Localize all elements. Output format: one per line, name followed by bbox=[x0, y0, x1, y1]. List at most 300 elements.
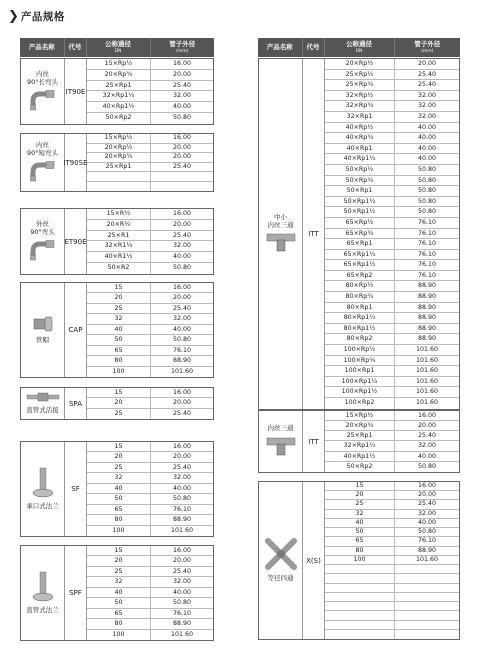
product-code: ITT bbox=[303, 411, 325, 472]
table-row bbox=[325, 59, 459, 70]
product-name: 承口式法兰 bbox=[26, 502, 59, 510]
dn-value: 32×Rp1 bbox=[325, 112, 395, 122]
table-row bbox=[325, 398, 459, 409]
header-name: 产品名称 bbox=[20, 38, 64, 57]
dn-value bbox=[325, 574, 395, 582]
cross-fitting-icon bbox=[264, 537, 298, 573]
table-row bbox=[325, 411, 459, 421]
product-name: 直管式法兰 bbox=[26, 606, 59, 614]
od-value: 101.60 bbox=[170, 367, 194, 375]
od-value: 101.60 bbox=[415, 367, 439, 375]
od-value: 40.00 bbox=[417, 144, 437, 152]
dn-value: 25×Rp½ bbox=[325, 70, 395, 80]
product-name: 中小 内丝三通 bbox=[267, 212, 294, 229]
od-value: 32.00 bbox=[172, 242, 192, 250]
od-value: 50.80 bbox=[172, 599, 192, 607]
dn-value: 50 bbox=[87, 598, 151, 607]
dn-value: 100×Rp½ bbox=[325, 345, 395, 355]
table-row bbox=[87, 463, 213, 473]
od-value: 88.90 bbox=[417, 314, 437, 322]
product-name: 外丝 90°弯头 bbox=[30, 220, 55, 237]
table-row bbox=[325, 431, 459, 441]
od-value: 76.10 bbox=[417, 271, 437, 279]
dn-value: 40×Rp¾ bbox=[325, 133, 395, 143]
dn-value bbox=[87, 172, 151, 181]
product-code: X(S) bbox=[303, 482, 325, 639]
right-product-group bbox=[258, 58, 460, 410]
dn-value: 65 bbox=[87, 505, 151, 514]
table-row bbox=[87, 388, 213, 398]
union-fitting-icon bbox=[26, 391, 60, 405]
od-value: 20.00 bbox=[172, 143, 192, 151]
table-row bbox=[87, 598, 213, 608]
short-elbow-fitting-icon bbox=[30, 160, 56, 184]
table-row bbox=[325, 452, 459, 462]
dn-value: 15×R½ bbox=[87, 209, 151, 219]
table-row bbox=[87, 172, 213, 182]
table-row bbox=[325, 377, 459, 388]
dn-value: 20×Rp¾ bbox=[87, 153, 151, 162]
od-value: 101.60 bbox=[415, 377, 439, 385]
dn-value: 80 bbox=[87, 619, 151, 628]
table-row bbox=[325, 593, 459, 602]
od-value: 32.00 bbox=[417, 112, 437, 120]
product-name-cell bbox=[259, 411, 303, 472]
table-row bbox=[325, 537, 459, 546]
od-value: 20.00 bbox=[172, 70, 192, 78]
table-row bbox=[87, 577, 213, 587]
table-row bbox=[87, 367, 213, 377]
dn-value: 32 bbox=[325, 510, 395, 518]
reducing-tee-icon bbox=[266, 231, 296, 255]
pipe-flange-icon bbox=[32, 570, 54, 606]
dn-value: 100×Rp¾ bbox=[325, 356, 395, 366]
od-value: 76.10 bbox=[417, 218, 437, 226]
od-value: 101.60 bbox=[415, 555, 439, 563]
od-value: 101.60 bbox=[415, 399, 439, 406]
table-row bbox=[325, 186, 459, 197]
table-row bbox=[325, 324, 459, 335]
left-table-header bbox=[20, 38, 214, 57]
spec-rows bbox=[87, 283, 213, 377]
od-value bbox=[395, 565, 459, 573]
table-row bbox=[325, 303, 459, 314]
table-row bbox=[87, 567, 213, 577]
cap-fitting-icon bbox=[32, 314, 54, 336]
dn-value: 65 bbox=[87, 346, 151, 355]
od-value: 101.60 bbox=[415, 356, 439, 364]
od-value: 88.90 bbox=[172, 516, 192, 524]
spec-rows bbox=[87, 134, 213, 191]
table-row bbox=[325, 584, 459, 593]
od-value: 50.80 bbox=[417, 208, 437, 216]
table-row bbox=[325, 271, 459, 282]
dn-value: 100×Rp1 bbox=[325, 366, 395, 376]
table-row bbox=[325, 366, 459, 377]
table-row bbox=[325, 154, 459, 165]
od-value: 16.00 bbox=[172, 60, 192, 67]
od-value: 40.00 bbox=[172, 325, 192, 333]
table-row bbox=[87, 442, 213, 452]
dn-value: 100 bbox=[325, 556, 395, 564]
dn-value: 100 bbox=[87, 367, 151, 377]
table-row bbox=[87, 81, 213, 92]
od-value: 40.00 bbox=[417, 134, 437, 142]
dn-value: 32×Rp½ bbox=[325, 91, 395, 101]
dn-value: 65×Rp1½ bbox=[325, 260, 395, 270]
spec-rows bbox=[325, 482, 459, 639]
product-name: 内丝 90°长弯头 bbox=[26, 70, 59, 87]
left-product-group bbox=[20, 58, 214, 125]
dn-value: 100 bbox=[87, 630, 151, 640]
dn-value: 50×Rp2 bbox=[87, 113, 151, 124]
od-value: 25.40 bbox=[417, 432, 437, 440]
table-row bbox=[87, 505, 213, 515]
dn-value: 80 bbox=[325, 547, 395, 555]
dn-value: 50×Rp¾ bbox=[325, 176, 395, 186]
dn-value: 20 bbox=[325, 491, 395, 499]
table-row bbox=[87, 556, 213, 566]
dn-value: 40 bbox=[87, 484, 151, 493]
header-name: 产品名称 bbox=[258, 38, 302, 57]
table-row bbox=[325, 556, 459, 565]
dn-value: 20 bbox=[87, 398, 151, 407]
table-row bbox=[325, 176, 459, 187]
od-value: 20.00 bbox=[172, 453, 192, 461]
table-row bbox=[87, 263, 213, 274]
table-row bbox=[87, 356, 213, 366]
dn-value: 40 bbox=[87, 588, 151, 597]
product-name: 直管式活接 bbox=[26, 405, 59, 414]
table-row bbox=[87, 220, 213, 231]
right-product-group bbox=[258, 410, 460, 473]
table-row bbox=[325, 519, 459, 528]
product-code: ITT bbox=[303, 59, 325, 409]
table-row bbox=[87, 231, 213, 242]
od-value: 20.00 bbox=[417, 422, 437, 430]
table-row bbox=[325, 630, 459, 639]
dn-value: 15 bbox=[87, 388, 151, 397]
od-value: 50.80 bbox=[172, 264, 192, 272]
left-product-group bbox=[20, 545, 214, 641]
dn-value bbox=[325, 611, 395, 619]
product-code: SF bbox=[65, 442, 87, 536]
od-value: 88.90 bbox=[417, 282, 437, 290]
dn-value: 25 bbox=[325, 500, 395, 508]
dn-value bbox=[325, 593, 395, 601]
od-value bbox=[151, 172, 213, 181]
od-value: 25.40 bbox=[172, 409, 192, 417]
dn-value bbox=[325, 584, 395, 592]
dn-value: 20 bbox=[87, 452, 151, 461]
dn-value: 20×Rp½ bbox=[325, 59, 395, 69]
section-header bbox=[8, 8, 65, 24]
od-value: 88.90 bbox=[417, 303, 437, 311]
table-row bbox=[87, 283, 213, 293]
od-value: 50.80 bbox=[172, 114, 192, 122]
od-value: 20.00 bbox=[172, 220, 192, 228]
table-row bbox=[325, 101, 459, 112]
product-name: 内丝 90°短弯头 bbox=[26, 141, 59, 158]
tee-fitting-icon bbox=[266, 435, 296, 459]
od-value: 32.00 bbox=[172, 578, 192, 586]
od-value: 16.00 bbox=[417, 482, 437, 489]
table-row bbox=[87, 335, 213, 345]
chevron-right-icon: ❯ bbox=[8, 8, 19, 24]
table-row bbox=[325, 239, 459, 250]
table-row bbox=[325, 334, 459, 345]
table-row bbox=[325, 491, 459, 500]
dn-value: 32 bbox=[87, 577, 151, 586]
product-code: IT90SE bbox=[65, 134, 87, 191]
od-value bbox=[395, 584, 459, 592]
table-row bbox=[325, 565, 459, 574]
table-row bbox=[325, 313, 459, 324]
dn-value: 40×Rp½ bbox=[325, 123, 395, 133]
od-value: 88.90 bbox=[172, 357, 192, 365]
od-value bbox=[151, 182, 213, 192]
dn-value: 100×Rp2 bbox=[325, 398, 395, 409]
dn-value: 25×Rp1 bbox=[325, 431, 395, 440]
od-value: 32.00 bbox=[417, 102, 437, 110]
table-row bbox=[325, 91, 459, 102]
table-row bbox=[325, 621, 459, 630]
table-row bbox=[87, 134, 213, 144]
table-row bbox=[87, 409, 213, 419]
product-name-cell bbox=[21, 283, 65, 377]
left-spec-table bbox=[20, 38, 214, 638]
dn-value: 40×Rp1½ bbox=[325, 452, 395, 461]
table-row bbox=[325, 574, 459, 583]
od-value: 16.00 bbox=[172, 443, 192, 450]
table-row bbox=[325, 441, 459, 451]
table-row bbox=[325, 421, 459, 431]
dn-value: 40×Rp1¼ bbox=[325, 154, 395, 164]
dn-value: 15 bbox=[325, 482, 395, 490]
dn-value: 20×Rp½ bbox=[87, 144, 151, 153]
dn-value: 50×Rp1 bbox=[325, 186, 395, 196]
table-row bbox=[87, 452, 213, 462]
dn-value: 40×R1½ bbox=[87, 252, 151, 262]
dn-value: 32×Rp1¼ bbox=[87, 91, 151, 101]
spec-rows bbox=[87, 59, 213, 124]
product-name-cell bbox=[259, 59, 303, 409]
table-row bbox=[87, 241, 213, 252]
product-name-cell bbox=[21, 546, 65, 640]
od-value: 32.00 bbox=[417, 91, 437, 99]
table-row bbox=[325, 292, 459, 303]
od-value: 20.00 bbox=[172, 557, 192, 565]
table-row bbox=[325, 547, 459, 556]
od-value: 88.90 bbox=[417, 293, 437, 301]
dn-value: 32 bbox=[87, 314, 151, 323]
table-row bbox=[325, 70, 459, 81]
dn-value: 25×Rp1 bbox=[87, 81, 151, 91]
od-value: 76.10 bbox=[172, 346, 192, 354]
od-value bbox=[395, 621, 459, 629]
table-row bbox=[87, 473, 213, 483]
table-row bbox=[87, 484, 213, 494]
od-value: 50.80 bbox=[417, 176, 437, 184]
header-code: 代号 bbox=[64, 38, 86, 57]
dn-value: 80×Rp1 bbox=[325, 303, 395, 313]
table-row bbox=[325, 133, 459, 144]
product-name-cell bbox=[259, 482, 303, 639]
dn-value: 40×Rp1½ bbox=[87, 102, 151, 112]
left-product-group bbox=[20, 208, 214, 275]
dn-value: 25×Rp¾ bbox=[325, 80, 395, 90]
od-value: 50.80 bbox=[417, 197, 437, 205]
od-value: 20.00 bbox=[417, 60, 437, 67]
od-value: 40.00 bbox=[417, 155, 437, 163]
table-row bbox=[87, 588, 213, 598]
od-value: 16.00 bbox=[172, 547, 192, 554]
page-title: 产品规格 bbox=[20, 10, 65, 23]
dn-value bbox=[325, 621, 395, 629]
dn-value: 80×Rp½ bbox=[325, 281, 395, 291]
dn-value: 25×Rp1 bbox=[87, 163, 151, 172]
dn-value: 50 bbox=[325, 528, 395, 536]
table-row bbox=[87, 113, 213, 124]
od-value: 40.00 bbox=[172, 253, 192, 261]
od-value: 88.90 bbox=[417, 335, 437, 343]
table-row bbox=[325, 281, 459, 292]
od-value: 50.80 bbox=[417, 462, 437, 470]
dn-value: 20×Rp¾ bbox=[325, 421, 395, 430]
dn-value: 15×Rp½ bbox=[325, 411, 395, 420]
table-row bbox=[87, 346, 213, 356]
product-name: 内丝三通 bbox=[267, 424, 294, 433]
product-name-cell bbox=[21, 442, 65, 536]
left-product-group bbox=[20, 441, 214, 537]
dn-value bbox=[325, 630, 395, 639]
product-name: 管帽 bbox=[36, 336, 49, 344]
dn-value bbox=[87, 182, 151, 192]
table-row bbox=[87, 209, 213, 220]
dn-value: 50×Rp1¼ bbox=[325, 197, 395, 207]
dn-value: 15 bbox=[87, 283, 151, 292]
dn-value: 65 bbox=[325, 537, 395, 545]
od-value: 76.10 bbox=[172, 609, 192, 617]
table-row bbox=[325, 356, 459, 367]
table-row bbox=[325, 197, 459, 208]
od-value: 16.00 bbox=[172, 284, 192, 291]
table-row bbox=[325, 144, 459, 155]
dn-value bbox=[325, 602, 395, 610]
od-value: 32.00 bbox=[417, 442, 437, 450]
table-row bbox=[325, 528, 459, 537]
right-product-group bbox=[258, 481, 460, 640]
table-row bbox=[87, 182, 213, 192]
table-row bbox=[325, 345, 459, 356]
table-row bbox=[325, 250, 459, 261]
dn-value: 50×Rp1½ bbox=[325, 207, 395, 217]
header-od: 管子外径 (mm) bbox=[394, 38, 460, 57]
spec-rows bbox=[87, 442, 213, 536]
table-row bbox=[325, 500, 459, 509]
dn-value: 50×Rp½ bbox=[325, 165, 395, 175]
dn-value: 80×Rp1½ bbox=[325, 324, 395, 334]
dn-value: 32×R1¼ bbox=[87, 241, 151, 251]
right-spec-table bbox=[258, 38, 460, 582]
dn-value: 40×Rp1 bbox=[325, 144, 395, 154]
table-row bbox=[87, 526, 213, 536]
left-product-group bbox=[20, 282, 214, 378]
od-value: 32.00 bbox=[172, 315, 192, 323]
table-row bbox=[87, 494, 213, 504]
table-row bbox=[87, 609, 213, 619]
table-row bbox=[87, 163, 213, 173]
dn-value: 80 bbox=[87, 356, 151, 365]
spec-rows bbox=[325, 59, 459, 409]
dn-value: 50×Rp2 bbox=[325, 462, 395, 472]
table-row bbox=[325, 207, 459, 218]
spec-rows bbox=[87, 209, 213, 274]
table-row bbox=[87, 153, 213, 163]
dn-value: 32 bbox=[87, 473, 151, 482]
left-product-group bbox=[20, 387, 214, 420]
header-od: 管子外径 (mm) bbox=[150, 38, 214, 57]
dn-value: 40 bbox=[87, 325, 151, 334]
od-value: 88.90 bbox=[417, 546, 437, 554]
socket-flange-icon bbox=[32, 466, 54, 502]
od-value: 101.60 bbox=[170, 526, 194, 534]
header-code: 代号 bbox=[302, 38, 324, 57]
od-value: 88.90 bbox=[172, 620, 192, 628]
right-table-header bbox=[258, 38, 460, 57]
spec-rows bbox=[87, 388, 213, 419]
product-name: 等径四通 bbox=[267, 573, 294, 582]
product-name-cell bbox=[21, 209, 65, 274]
od-value: 16.00 bbox=[172, 210, 192, 217]
dn-value: 50 bbox=[87, 494, 151, 503]
dn-value: 65×Rp½ bbox=[325, 218, 395, 228]
dn-value: 25 bbox=[87, 409, 151, 419]
table-row bbox=[87, 293, 213, 303]
od-value: 32.00 bbox=[417, 509, 437, 517]
table-row bbox=[325, 165, 459, 176]
dn-value: 15 bbox=[87, 546, 151, 555]
od-value: 20.00 bbox=[172, 294, 192, 302]
od-value: 88.90 bbox=[417, 324, 437, 332]
od-value: 76.10 bbox=[417, 537, 437, 545]
od-value bbox=[395, 602, 459, 610]
table-row bbox=[325, 123, 459, 134]
dn-value: 15×Rp½ bbox=[87, 59, 151, 69]
dn-value: 100 bbox=[87, 526, 151, 536]
dn-value: 65×Rp1 bbox=[325, 239, 395, 249]
od-value: 76.10 bbox=[417, 229, 437, 237]
spec-rows bbox=[87, 546, 213, 640]
od-value: 25.40 bbox=[172, 162, 192, 170]
od-value: 50.80 bbox=[417, 528, 437, 536]
od-value: 50.80 bbox=[417, 165, 437, 173]
dn-value: 20×Rp¾ bbox=[87, 70, 151, 80]
od-value: 20.00 bbox=[172, 399, 192, 407]
od-value: 101.60 bbox=[415, 388, 439, 396]
dn-value: 25 bbox=[87, 463, 151, 472]
spec-rows bbox=[325, 411, 459, 472]
od-value bbox=[395, 574, 459, 582]
table-row bbox=[87, 144, 213, 154]
od-value: 25.40 bbox=[172, 567, 192, 575]
od-value: 25.40 bbox=[417, 500, 437, 508]
table-row bbox=[325, 510, 459, 519]
table-row bbox=[87, 314, 213, 324]
table-row bbox=[325, 462, 459, 472]
od-value: 76.10 bbox=[417, 261, 437, 269]
od-value: 40.00 bbox=[417, 518, 437, 526]
